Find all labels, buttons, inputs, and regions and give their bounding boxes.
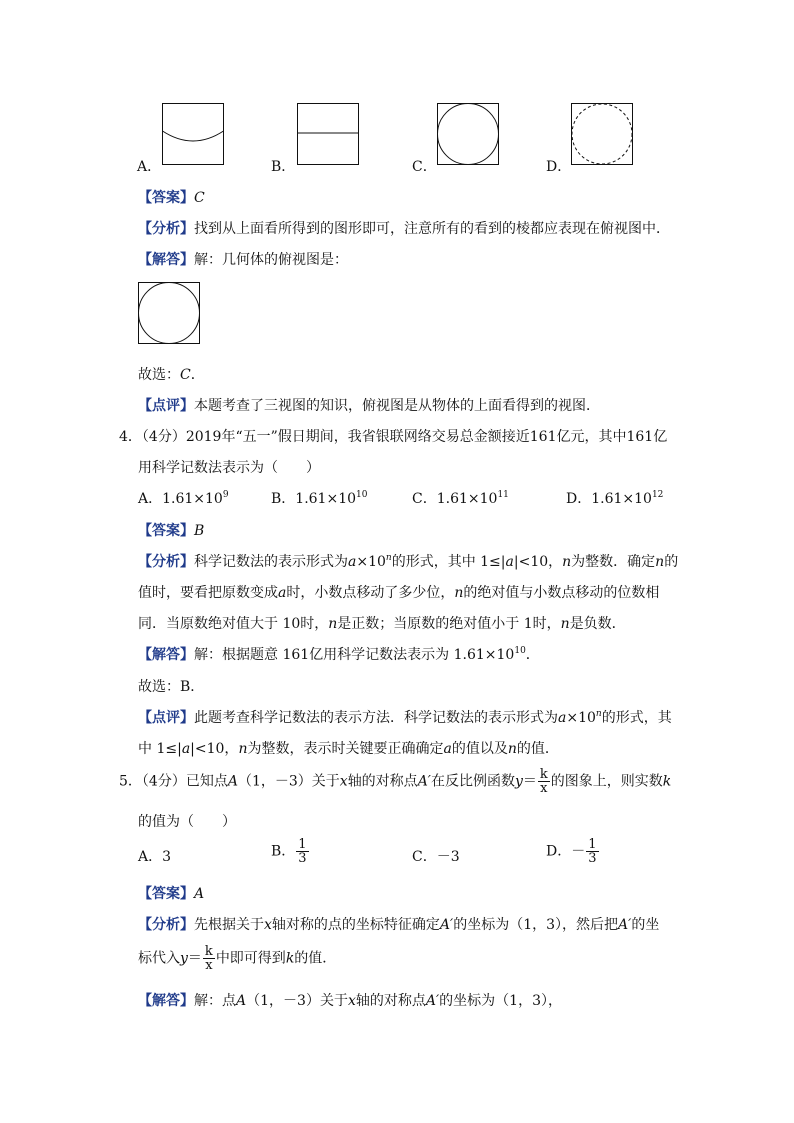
answer-tag: 【答案】 (138, 886, 194, 902)
text: 时，小数点移动了多少位， (286, 585, 455, 601)
comment-text: 本题考查了三视图的知识，俯视图是从物体的上面看得到的视图． (194, 398, 600, 414)
q5-answer-line (138, 883, 204, 903)
text: 轴的对称点 (355, 993, 426, 1009)
text: 的值以及 (451, 741, 508, 757)
option-letter: D． (546, 843, 572, 860)
q3-option-b-figure (297, 103, 359, 165)
q4-stem-line2: 用科学记数法表示为（ ） (138, 460, 320, 476)
q3-solution-line (138, 249, 348, 269)
q4-analysis-line2 (138, 582, 659, 602)
analysis-tag: 【分析】 (138, 554, 194, 570)
q4-comment-line1 (138, 707, 672, 727)
text: 科学记数法的表示形式为 (194, 554, 348, 570)
answer-value: C (194, 190, 205, 206)
solution-tag: 【解答】 (138, 993, 194, 1009)
q5-stem-line1 (119, 768, 671, 795)
var-a: a (348, 554, 357, 570)
var-a: a (505, 554, 514, 570)
option-letter: D． (566, 491, 592, 507)
choose-value: C (180, 367, 191, 383)
text: 此题考查科学记数法的表示方法．科学记数法的表示形式为 (194, 710, 558, 726)
text: （1，－3）关于 (246, 993, 348, 1009)
analysis-tag: 【分析】 (138, 221, 194, 237)
text: |<10， (513, 554, 563, 570)
text: 是负数． (569, 616, 626, 632)
text: （1，－3）关于 (237, 773, 340, 790)
text: 5．（4分）已知点 (119, 773, 228, 790)
option-letter: A． (138, 491, 163, 507)
equals: ＝ (522, 773, 537, 790)
q3-option-d-letter: D． (546, 159, 572, 175)
q3-option-a-letter: A． (137, 159, 162, 175)
text: 的形式，其 (601, 710, 672, 726)
q4-option-c (412, 488, 509, 508)
text: 的坐 (631, 917, 660, 933)
q3-option-a-figure (162, 103, 224, 165)
var-y: y (180, 950, 188, 967)
var-k: k (285, 950, 295, 967)
text: 是正数；当原数的绝对值小于 1时， (337, 616, 561, 632)
text: 同．当原数绝对值大于 10时， (138, 616, 329, 632)
q3-comment-line (138, 395, 600, 415)
option-fraction: $\frac{1}{3}$ (588, 837, 597, 866)
q4-stem-line1: 4．（4分）2019年“五一”假日期间，我省银联网络交易总金额接近161亿元，其中161亿 (119, 429, 668, 445)
text: 中即可得到 (215, 950, 286, 967)
q3-option-c-letter: C． (412, 159, 437, 175)
var-n: n (328, 616, 338, 632)
option-value: 1.61×10 (162, 491, 223, 507)
equals: ＝ (187, 950, 202, 967)
var-n-exp: n (385, 553, 392, 563)
point-a-prime: A′ (618, 917, 632, 933)
var-k: k (662, 773, 672, 790)
q5-stem-line2: 的值为（ ） (138, 814, 236, 830)
q5-option-a (138, 846, 171, 866)
option-exponent: 9 (222, 490, 229, 500)
q4-comment-line2 (138, 738, 559, 758)
text: ×10 (566, 710, 596, 726)
q3-answer-line (138, 187, 205, 207)
point-a-prime: A′ (439, 917, 454, 933)
text: 的值． (294, 950, 337, 967)
text: 的 (664, 554, 679, 570)
q5-solution-line (138, 990, 562, 1010)
var-n: n (238, 741, 248, 757)
answer-tag: 【答案】 (138, 190, 194, 206)
var-n: n (655, 554, 665, 570)
option-fraction: $\frac{1}{3}$ (298, 837, 307, 866)
q4-choose-line: 故选：B． (138, 679, 205, 695)
q5-option-d (546, 838, 600, 865)
q4-analysis-line3 (138, 613, 626, 633)
var-n: n (562, 554, 572, 570)
q3-choose-line (138, 364, 205, 384)
q5-analysis-line1 (138, 914, 659, 934)
text: 标代入 (138, 950, 180, 967)
option-letter: C． (412, 849, 437, 865)
comment-tag: 【点评】 (138, 398, 194, 414)
option-value: 1.61×10 (436, 491, 498, 507)
q4-option-d (566, 488, 663, 508)
comment-tag: 【点评】 (138, 710, 194, 726)
text: ×10 (356, 554, 386, 570)
text: 的坐标为（1，3），然后把 (453, 917, 619, 933)
var-x: x (264, 917, 272, 933)
text: 的值． (516, 741, 559, 757)
q3-option-d-figure (571, 103, 633, 165)
solution-text: 解：根据题意 161亿用科学记数法表示为 1.61×10 (194, 647, 515, 663)
solution-tag: 【解答】 (138, 647, 194, 663)
q3-analysis-line (138, 218, 670, 238)
q3-solution-figure (138, 282, 200, 344)
text: 为整数．确定 (571, 554, 656, 570)
q3-option-b-letter: B． (271, 159, 296, 175)
var-a: a (443, 741, 452, 757)
point-a-prime: A′ (425, 993, 440, 1009)
var-n-exp: n (595, 709, 602, 719)
solution-exponent: 10 (514, 646, 526, 656)
choose-prefix: 故选： (138, 367, 180, 383)
option-exponent: 10 (356, 490, 368, 500)
q4-answer-line (138, 520, 204, 540)
option-value: 3 (162, 849, 172, 865)
var-x: x (347, 993, 356, 1009)
option-exponent: 12 (651, 490, 664, 500)
option-letter: B． (271, 491, 296, 507)
var-a: a (558, 710, 567, 726)
answer-tag: 【答案】 (138, 523, 194, 539)
q3-option-c-figure (437, 103, 499, 165)
text: 中 1≤| (138, 741, 182, 757)
var-n: n (454, 585, 464, 601)
var-a: a (278, 585, 287, 601)
q5-option-c (412, 846, 460, 866)
text: 的形式，其中 1≤| (391, 554, 506, 570)
text: 的坐标为（1，3）， (439, 993, 562, 1009)
q5-analysis-line2 (138, 945, 336, 972)
text: 值时，要看把原数变成 (138, 585, 278, 601)
fraction-k-over-x: $\frac{k}{x}$ (204, 944, 213, 973)
solution-tag: 【解答】 (138, 252, 194, 268)
var-n: n (560, 616, 570, 632)
option-letter: A． (138, 849, 163, 865)
text: 的绝对值与小数点移动的位数相 (463, 585, 660, 601)
q4-option-a (138, 488, 229, 508)
point-a: A (236, 993, 247, 1009)
text: ． (525, 647, 540, 663)
solution-text: 解：几何体的俯视图是： (194, 252, 348, 268)
text: 轴的对称点 (347, 773, 418, 790)
option-value: 1.61×10 (295, 491, 357, 507)
point-a-prime: A′ (417, 773, 431, 790)
answer-value: A (194, 886, 205, 902)
text: 在反比例函数 (430, 773, 515, 790)
analysis-text: 找到从上面看所得到的图形即可，注意所有的看到的棱都应表现在俯视图中． (194, 221, 670, 237)
text: |<10， (190, 741, 239, 757)
text: 轴对称的点的坐标特征确定 (271, 917, 440, 933)
q4-analysis-line1 (138, 551, 678, 571)
option-value: 1.61×10 (591, 491, 652, 507)
var-a: a (181, 741, 191, 757)
text: 为整数，表示时关键要正确确定 (247, 741, 444, 757)
option-letter: B． (271, 843, 296, 860)
fraction-k-over-x: $\frac{k}{x}$ (539, 767, 548, 796)
answer-value: B (194, 523, 205, 539)
option-exponent: 11 (497, 490, 509, 500)
q5-option-b (271, 838, 310, 865)
text: 的图象上，则实数 (550, 773, 663, 790)
choose-suffix: ． (190, 367, 205, 383)
text: 先根据关于 (194, 917, 264, 933)
option-value: －3 (436, 849, 460, 865)
point-a: A (227, 773, 238, 790)
option-letter: C． (412, 491, 437, 507)
var-x: x (339, 773, 348, 790)
option-sign: － (571, 843, 586, 860)
var-n: n (507, 741, 517, 757)
var-y: y (514, 773, 523, 790)
q4-solution-line (138, 644, 540, 664)
analysis-tag: 【分析】 (138, 917, 194, 933)
text: 解：点 (194, 993, 236, 1009)
q4-option-b (271, 488, 367, 508)
